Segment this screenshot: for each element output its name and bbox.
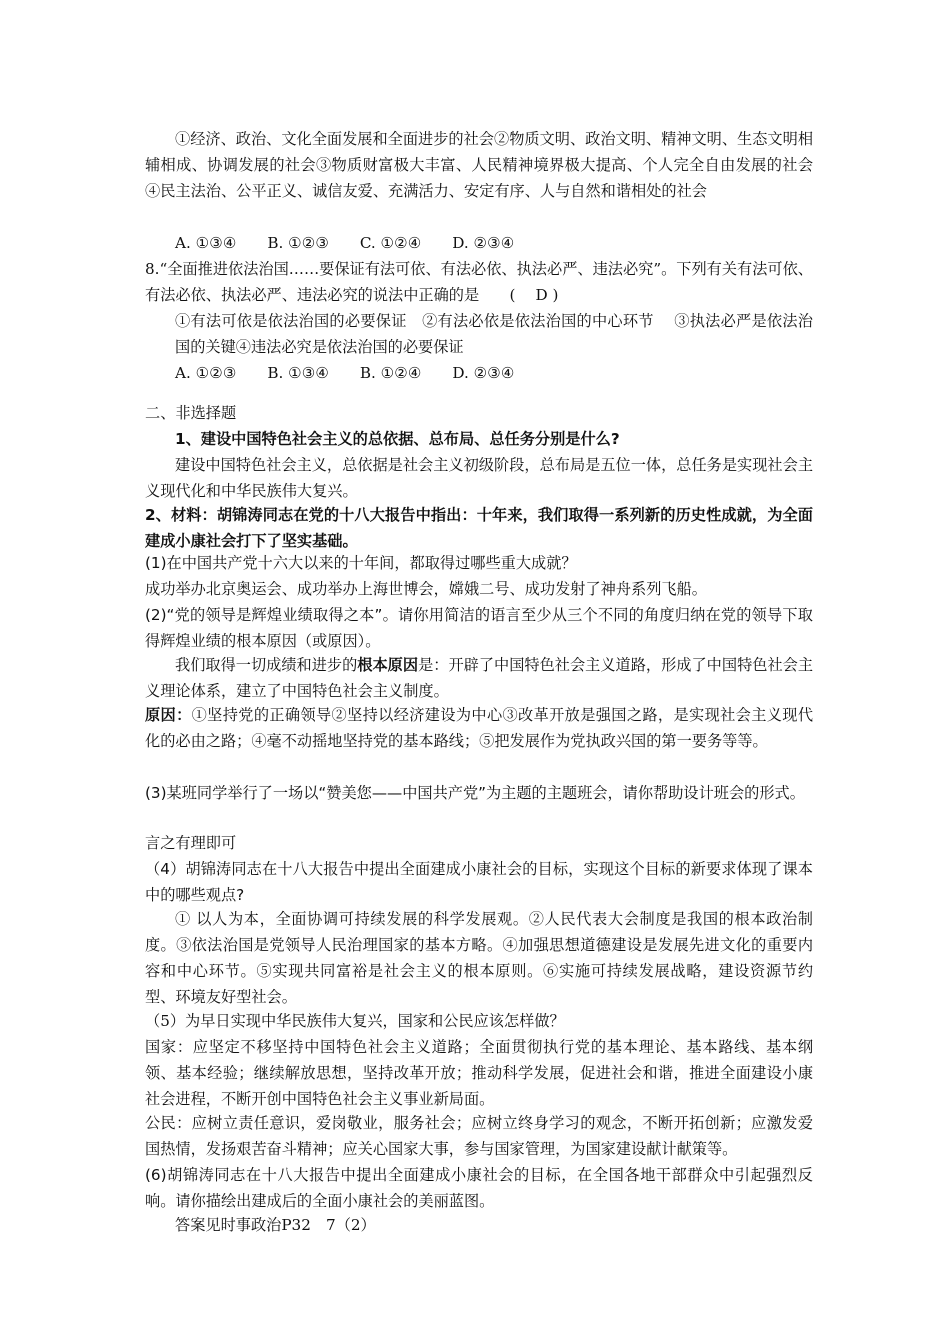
sub5-answer-citizen: 公民：应树立责任意识，爱岗敬业，服务社会；应树立终身学习的观念，不断开拓创新；应激发爱国热情，发扬艰苦奋斗精神；应关心国家大事，参与国家管理，为国家建设献计献策等。: [145, 1114, 813, 1158]
sub3-answer: 言之有理即可: [145, 834, 237, 852]
sub5-answer-country: 国家：应坚定不移坚持中国特色社会主义道路；全面贯彻执行党的基本理论、基本路线、基本纲领、基本经验；继续解放思想，坚持改革开放；推动科学发展，促进社会和谐，推进全面建设小康社会进程，不断开创中国特色社会主义事业新局面。: [145, 1038, 813, 1108]
q8-stem: ①有法可依是依法治国的必要保证 ②有法必依是依法治国的中心环节 ③执法必严是依法治国的关键④违法必究是依法治国的必要保证: [175, 312, 813, 356]
section-heading: 二、非选择题: [145, 404, 237, 422]
sub5-question: （5）为早日实现中华民族伟大复兴，国家和公民应该怎样做？: [145, 1012, 565, 1030]
sub2-question: (2)“党的领导是辉煌业绩取得之本”。请你用简洁的语言至少从三个不同的角度归纳在党的领导下取得辉煌业绩的根本原因（或原因）。: [145, 606, 813, 650]
sub6-answer: 答案见时事政治P32 7（2）: [175, 1216, 376, 1234]
q8-option-d: D. ②③④: [452, 364, 515, 382]
q8-option-c: B. ①②④: [359, 364, 422, 382]
q7-stem: ①经济、政治、文化全面发展和全面进步的社会②物质文明、政治文明、精神文明、生态文明相辅相成、协调发展的社会③物质财富极大丰富、人民精神境界极大提高、个人完全自由发展的社会④民主法治、公平正义、诚信友爱、充满活力、安定有序、人与自然和谐相处的社会: [145, 130, 813, 200]
sub2-answer-reasons: [145, 702, 813, 754]
q8-options: [175, 360, 540, 386]
q1-title: 1、建设中国特色社会主义的总依据、总布局、总任务分别是什么?: [175, 430, 620, 448]
sub2-answer-root: [145, 652, 813, 704]
sub4-answer: ① 以人为本，全面协调可持续发展的科学发展观。②人民代表大会制度是我国的根本政治制度。③依法治国是党领导人民治理国家的基本方略。④加强思想道德建设是发展先进文化的重要内容和中心环节。⑤实现共同富裕是社会主义的根本原则。⑥实施可持续发展战略，建设资源节约型、环境友好型社会。: [145, 910, 813, 1006]
sub2-answer-reasons-bold: 原因：: [145, 706, 192, 724]
q2-title: 2、材料：胡锦涛同志在党的十八大报告中指出：十年来，我们取得一系列新的历史性成就，为全面建成小康社会打下了坚实基础。: [145, 506, 813, 550]
sub2-answer-root-post: 是：开辟了中国特色社会主义道路，形成了中国特色社会主义理论体系，建立了中国特色社会主义制度。: [145, 656, 814, 700]
q7-option-b: B. ①②③: [267, 234, 329, 252]
sub1-question: (1)在中国共产党十六大以来的十年间，都取得过哪些重大成就？: [145, 554, 577, 572]
sub2-answer-reasons-post: ①坚持党的正确领导②坚持以经济建设为中心③改革开放是强国之路，是实现社会主义现代化的必由之路；④毫不动摇地坚持党的基本路线；⑤把发展作为党执政兴国的第一要务等等。: [145, 706, 814, 750]
sub2-answer-root-bold: 根本原因: [357, 656, 419, 674]
sub4-question: （4）胡锦涛同志在十八大报告中提出全面建成小康社会的目标，实现这个目标的新要求体现了课本中的哪些观点?: [145, 860, 813, 904]
q8-option-a: A. ①②③: [175, 364, 237, 382]
sub1-answer: 成功举办北京奥运会、成功举办上海世博会，嫦娥二号、成功发射了神舟系列飞船。: [145, 580, 707, 598]
sub2-answer-root-pre: 我们取得一切成绩和进步的: [175, 656, 358, 674]
sub3-question: (3)某班同学举行了一场以“赞美您——中国共产党”为主题的主题班会，请你帮助设计班会的形式。: [145, 784, 805, 802]
q7-options: [175, 230, 540, 256]
sub6-question: (6)胡锦涛同志在十八大报告中提出全面建成小康社会的目标，在全国各地干部群众中引起强烈反响。请你描绘出建成后的全面小康社会的美丽蓝图。: [145, 1166, 813, 1210]
q7-option-d: D. ②③④: [452, 234, 515, 252]
q8-option-b: B. ①③④: [267, 364, 329, 382]
q8-question: 8.“全面推进依法治国……要保证有法可依、有法必依、执法必严、违法必究”。下列有关有法可依、有法必依、执法必严、违法必究的说法中正确的是 ( D ): [145, 260, 813, 304]
q7-option-c: C. ①②④: [359, 234, 422, 252]
q7-option-a: A. ①③④: [175, 234, 237, 252]
q1-answer: 建设中国特色社会主义，总依据是社会主义初级阶段，总布局是五位一体，总任务是实现社会主义现代化和中华民族伟大复兴。: [145, 456, 813, 500]
